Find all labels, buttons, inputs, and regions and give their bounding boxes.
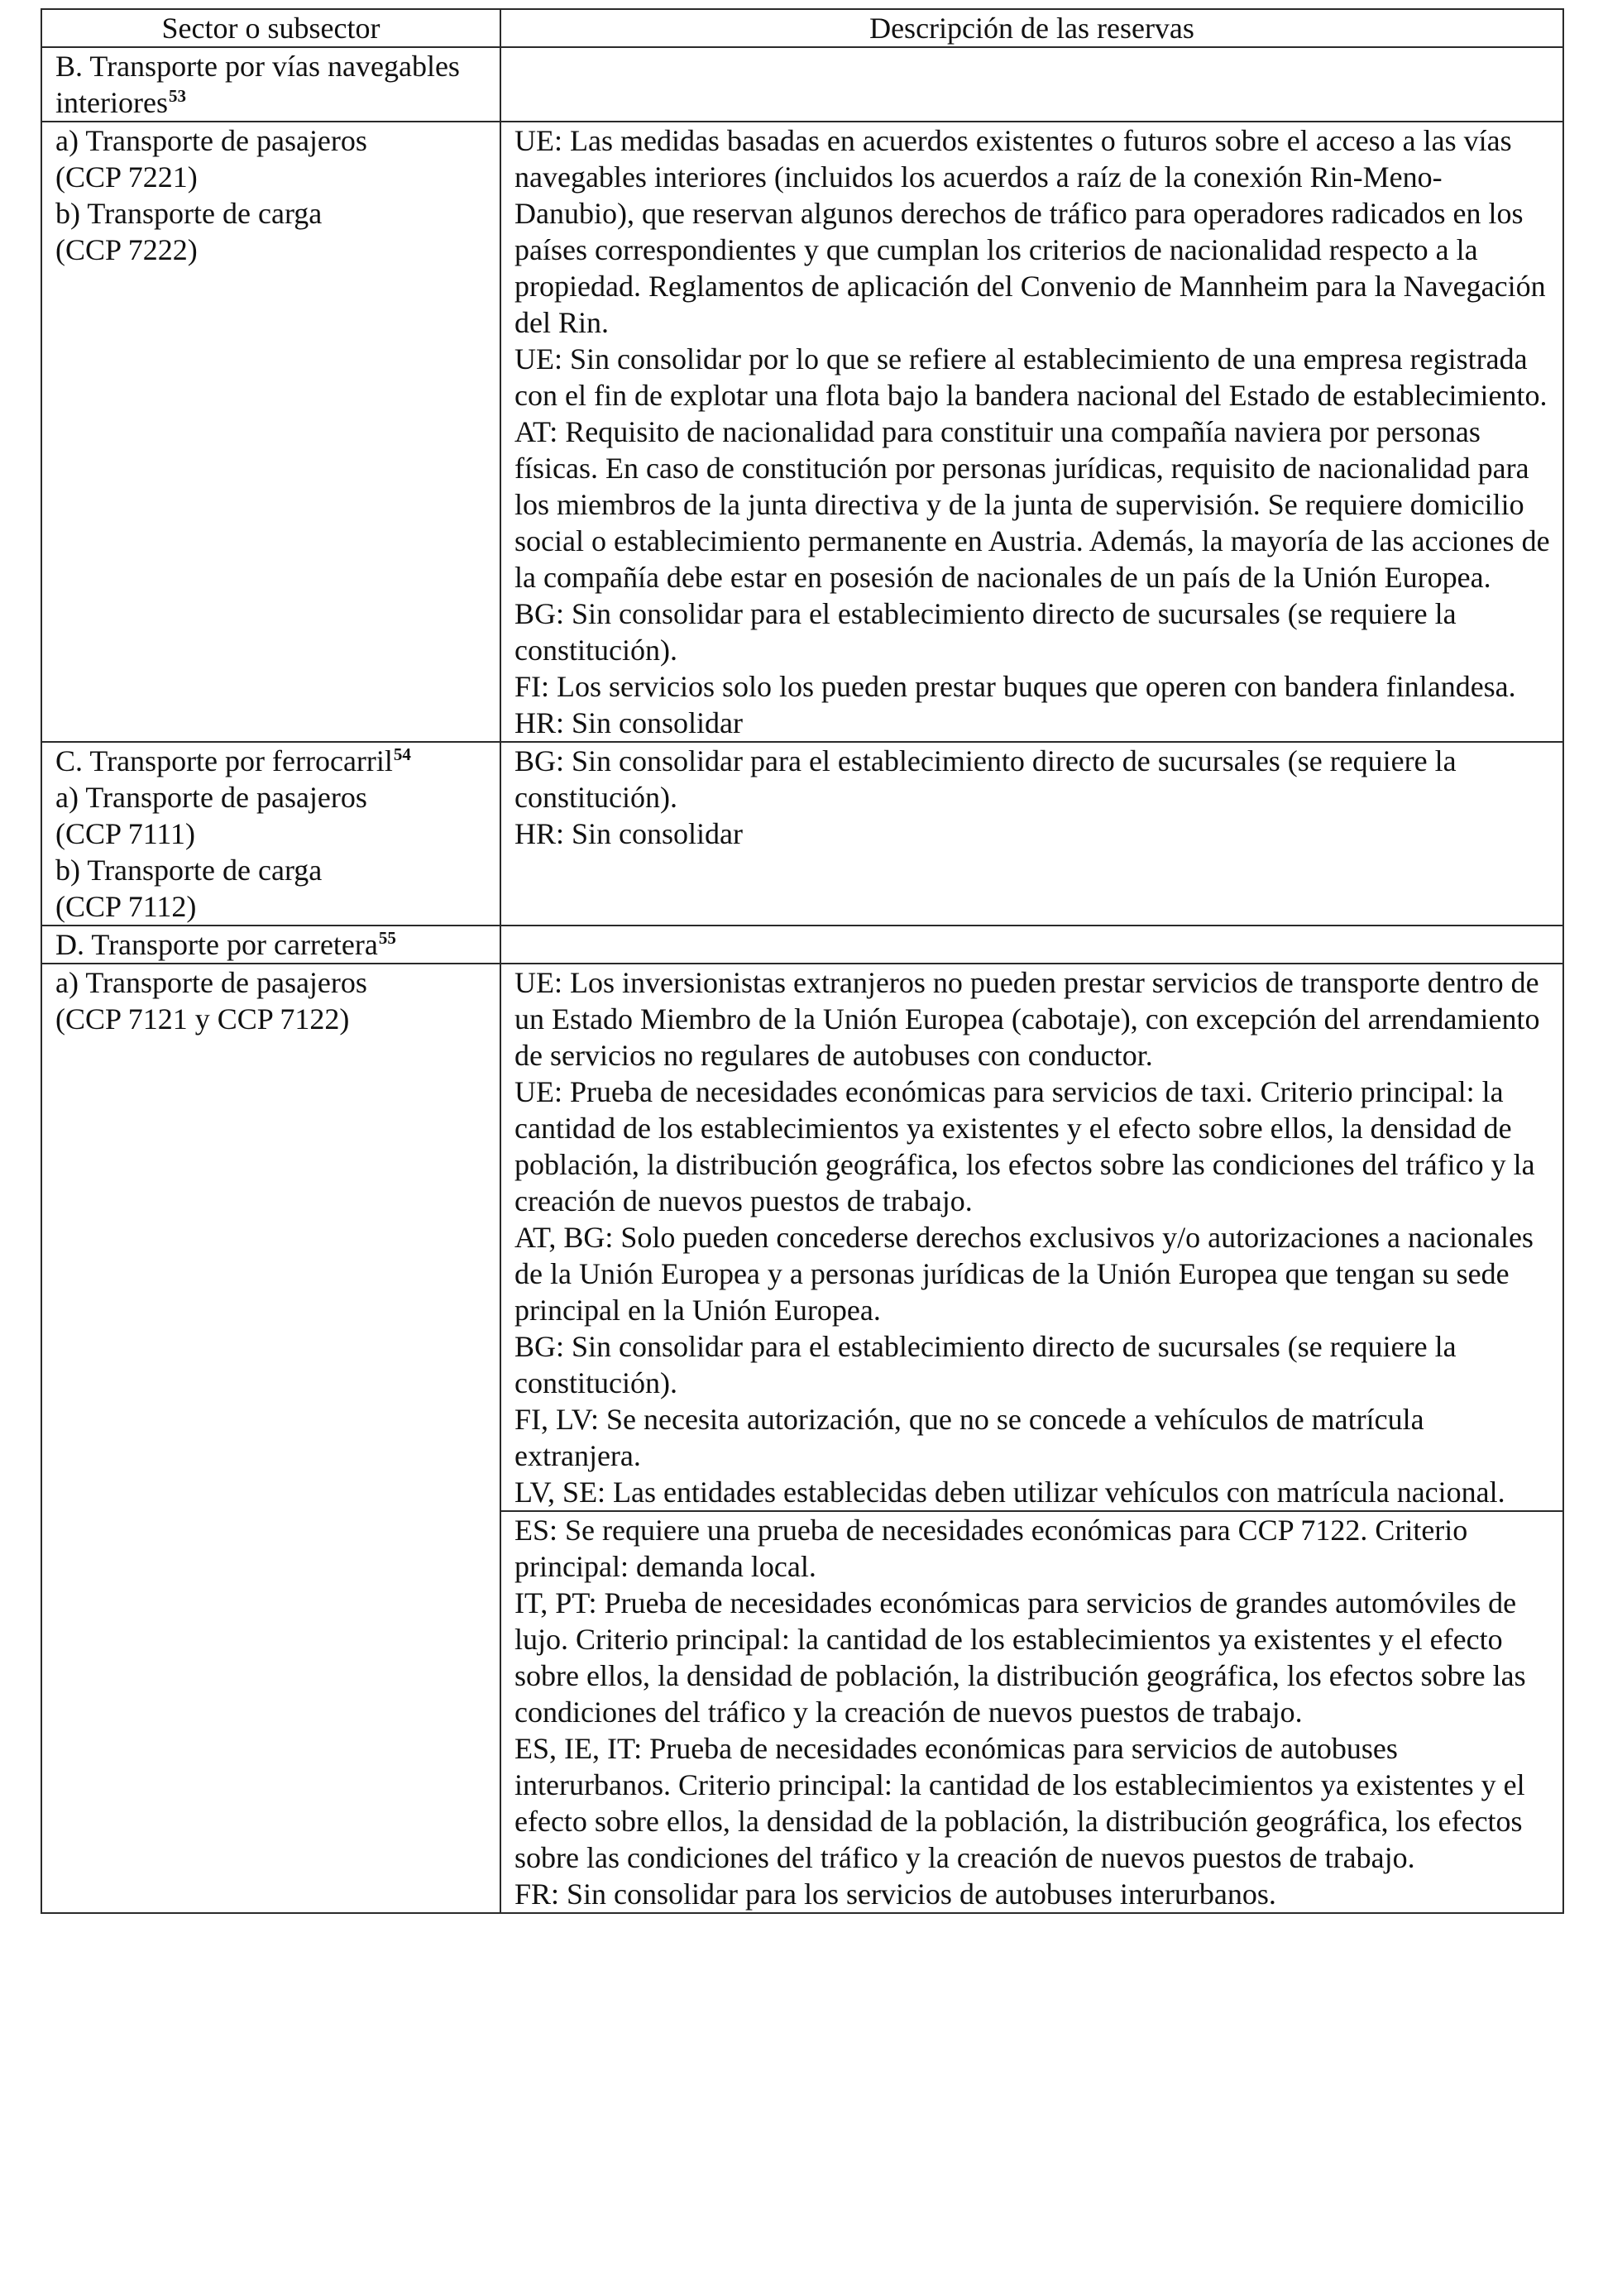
reservation-text: FI: Los servicios solo los pueden prestar buques que operen con bandera finlandesa. xyxy=(514,670,1516,703)
sector-text: a) Transporte de pasajeros xyxy=(55,966,367,999)
reservation-text: FR: Sin consolidar para los servicios de autobuses interurbanos. xyxy=(514,1877,1276,1911)
reservation-text: UE: Sin consolidar por lo que se refiere al establecimiento de una empresa registrada con el fin de explotar una flota bajo la bandera nacional del Estado de establecimiento. xyxy=(514,342,1548,412)
reservation-text: FI, LV: Se necesita autorización, que no se concede a vehículos de matrícula extranjera. xyxy=(514,1403,1424,1472)
sector-line xyxy=(55,122,491,159)
reservation-text: UE: Los inversionistas extranjeros no pueden prestar servicios de transporte dentro de un Estado Miembro de la Unión Europea (cabotaje), con excepción del arrendamiento de servicios no regulares de autobuses con conductor. xyxy=(514,966,1540,1072)
table-row xyxy=(41,964,1563,1511)
sector-line xyxy=(55,743,491,779)
sector-line xyxy=(55,964,491,1001)
reservations-table xyxy=(41,8,1564,1914)
sector-line xyxy=(55,816,491,852)
sector-text: b) Transporte de carga xyxy=(55,854,323,887)
sector-line xyxy=(55,84,491,121)
sector-line xyxy=(55,159,491,195)
sector-line xyxy=(55,195,491,232)
sector-cell xyxy=(41,47,500,122)
sector-cell xyxy=(41,742,500,926)
description-cell xyxy=(500,742,1563,926)
sector-text: (CCP 7221) xyxy=(55,160,198,194)
description-cell xyxy=(500,926,1563,964)
footnote-ref: 55 xyxy=(378,928,396,948)
reservation-text: BG: Sin consolidar para el establecimiento directo de sucursales (se requiere la constitución). xyxy=(514,597,1457,667)
sector-line xyxy=(55,1001,491,1037)
sector-line xyxy=(55,232,491,268)
reservation-text: AT: Requisito de nacionalidad para constituir una compañía naviera por personas físicas. En caso de constitución por personas jurídicas, requisito de nacionalidad para los miembros de la junta directiva y de la junta de supervisión. Se requiere domicilio social o establecimiento permanente en Austria. Además, la mayoría de las acciones de la compañía debe estar en posesión de nacionales de un país de la Unión Europea. xyxy=(514,415,1550,594)
reservation-text: LV, SE: Las entidades establecidas deben utilizar vehículos con matrícula nacional. xyxy=(514,1476,1505,1509)
sector-text: D. Transporte por carretera xyxy=(55,928,378,961)
sector-line xyxy=(55,779,491,816)
sector-line xyxy=(55,926,491,963)
sector-cell xyxy=(41,926,500,964)
sector-text: B. Transporte por vías navegables xyxy=(55,50,460,83)
reservation-text: HR: Sin consolidar xyxy=(514,706,743,739)
reservation-text: ES, IE, IT: Prueba de necesidades económicas para servicios de autobuses interurbanos. Criterio principal: la cantidad de los establecimientos ya existentes y el efecto sobre ellos, la densidad de la población, la distribución geográfica, los efectos sobre las condiciones del tráfico y la creación de nuevos puestos de trabajo. xyxy=(514,1732,1525,1874)
reservation-text: UE: Prueba de necesidades económicas para servicios de taxi. Criterio principal: la cantidad de los establecimientos ya existentes y el efecto sobre ellos, la densidad de población, la distribución geográfica, los efectos sobre las condiciones del tráfico y la creación de nuevos puestos de trabajo. xyxy=(514,1075,1535,1217)
sector-cell xyxy=(41,964,500,1913)
table-row xyxy=(41,47,1563,122)
sector-text: (CCP 7112) xyxy=(55,890,197,923)
header-sector: Sector o subsector xyxy=(41,9,500,47)
sector-line xyxy=(55,888,491,925)
sector-text: interiores xyxy=(55,86,168,119)
description-cell xyxy=(500,47,1563,122)
description-cell xyxy=(500,122,1563,742)
sector-text: C. Transporte por ferrocarril xyxy=(55,744,393,777)
header-row xyxy=(41,9,1563,47)
sector-text: (CCP 7222) xyxy=(55,233,198,266)
reservation-text: HR: Sin consolidar xyxy=(514,817,743,850)
sector-line xyxy=(55,48,491,84)
reservation-text: ES: Se requiere una prueba de necesidades económicas para CCP 7122. Criterio principal: demanda local. xyxy=(514,1514,1468,1583)
sector-cell xyxy=(41,122,500,742)
sector-text: a) Transporte de pasajeros xyxy=(55,781,367,814)
reservation-text: BG: Sin consolidar para el establecimiento directo de sucursales (se requiere la constitución). xyxy=(514,744,1457,814)
footnote-ref: 54 xyxy=(393,744,411,764)
reservation-text: UE: Las medidas basadas en acuerdos existentes o futuros sobre el acceso a las vías navegables interiores (incluidos los acuerdos a raíz de la conexión Rin-Meno-Danubio), que reservan algunos derechos de tráfico para operadores radicados en los países correspondientes y que cumplan los criterios de nacionalidad respecto a la propiedad. Reglamentos de aplicación del Convenio de Mannheim para la Navegación del Rin. xyxy=(514,124,1546,339)
sector-text: (CCP 7111) xyxy=(55,817,196,850)
description-cell xyxy=(500,964,1563,1511)
description-cell xyxy=(500,1511,1563,1913)
table-row xyxy=(41,926,1563,964)
sector-text: (CCP 7121 y CCP 7122) xyxy=(55,1002,350,1036)
table-row xyxy=(41,742,1563,926)
sector-text: b) Transporte de carga xyxy=(55,197,323,230)
reservation-text: BG: Sin consolidar para el establecimiento directo de sucursales (se requiere la constitución). xyxy=(514,1330,1457,1399)
header-description: Descripción de las reservas xyxy=(500,9,1563,47)
reservation-text: IT, PT: Prueba de necesidades económicas para servicios de grandes automóviles de lujo. Criterio principal: la cantidad de los establecimientos ya existentes y el efecto sobre ellos, la densidad de población, la distribución geográfica, los efectos sobre las condiciones del tráfico y la creación de nuevos puestos de trabajo. xyxy=(514,1586,1526,1729)
footnote-ref: 53 xyxy=(168,86,186,106)
table-row xyxy=(41,122,1563,742)
sector-text: a) Transporte de pasajeros xyxy=(55,124,367,157)
reservation-text: AT, BG: Solo pueden concederse derechos exclusivos y/o autorizaciones a nacionales de la Unión Europea y a personas jurídicas de la Unión Europea que tengan su sede principal en la Unión Europea. xyxy=(514,1221,1534,1327)
sector-line xyxy=(55,852,491,888)
